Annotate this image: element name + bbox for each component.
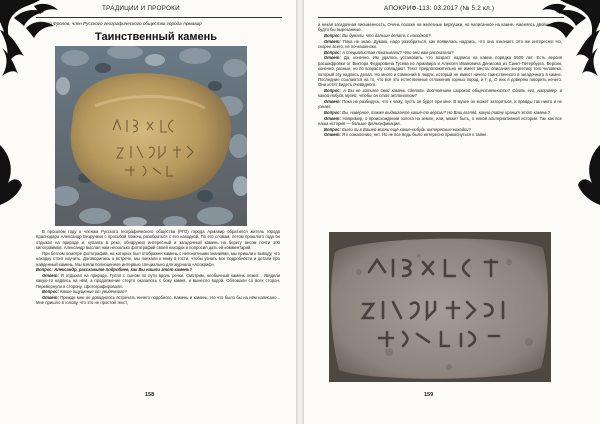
header-rule-right	[318, 17, 564, 18]
left-body-text	[36, 229, 280, 306]
inscription-photo-image	[329, 232, 551, 382]
page-number-left: 158	[145, 392, 155, 398]
question-text: Какое ощущение от увиденного?	[60, 289, 127, 295]
question-label: Вопрос:	[324, 33, 341, 39]
running-head-left: ТРАДИЦИИ И ПРОРОКИ	[102, 5, 180, 12]
answer-text: Пока не знаю. Думаю, надо разобраться, как появилась надпись, что она означает. Это же интересно! Но, скорее всего, не по-нашенски.	[318, 38, 562, 50]
answer-label: Ответ:	[324, 38, 341, 44]
left-ornament-side-icon	[0, 145, 24, 205]
question-text: Были ли в Вашей жизни ещё какие-нибудь интересные находки?	[342, 126, 471, 132]
question-text: Вопрос: Александр, расскажите подробнее, как Вы нашли этот камень?	[36, 267, 192, 273]
question-label: Вопрос:	[324, 126, 341, 132]
interview-answer-5	[318, 99, 562, 110]
right-body-text	[318, 22, 562, 138]
interview-question-4	[318, 50, 562, 55]
interview-question-3	[318, 33, 562, 38]
second-paragraph: При беглом осмотре фотографий, на которых был отображен камень с непонятными знаниями, мы пришли к выводу, что находку стоит изучить. Договорились о встрече, мы поехали к нему в гости, чтобы узнать все подробности и детали про найденный камень. Мы взяли полноценное интервью специально для журнала «Апокриф».	[36, 250, 280, 267]
answer-text: Например, о происхождении золота на земле, или, может быть, о некой альтернативной истории. Так как все наша история — больше фальсификация.	[318, 115, 562, 127]
answer-label: Ответ:	[324, 132, 341, 138]
question-text: А специалистам показывали? Что они вам рассказали?	[342, 49, 454, 55]
interview-question-2	[36, 289, 280, 294]
book-gutter	[296, 0, 304, 424]
left-page	[0, 0, 296, 424]
article-title: Таинственный камень	[95, 31, 217, 43]
question-label: Вопрос:	[324, 110, 341, 116]
interview-answer-7	[318, 132, 562, 137]
question-text: А Вы не хотите свой камень сделать достоянием широкой общественности? Сдать его, например, в какой-нибудь музей, чтобы он стал экспонатом?	[318, 87, 562, 99]
header-rule-left	[36, 17, 282, 18]
question-text: Вы, наверное, также выдвигаете какие-то версии? Но Ваш взгляд, какую тайну хранит этот камень?	[342, 110, 550, 116]
answer-label: Ответ:	[324, 99, 341, 105]
stone-photo-riverbank	[55, 46, 247, 226]
stone-photo-image	[55, 46, 247, 226]
running-head-right: АПОКРИФ-113: 03.2017 (№ 5.2 кл.)	[384, 5, 495, 12]
answer-label: Ответ:	[42, 272, 59, 278]
interview-question-6	[318, 110, 562, 115]
answer-text: Я отдыхал на природе. Гулял с сыном по пути вдоль речки. Смотрим, необычный камень лежит... Увидели какую-то надпись на нём, а продолжение стерто оказалось с боку камня, и вынесло водой. Обломали со всех сторон. Перевернули в сторону, сфотографировали.	[36, 272, 280, 289]
right-ornament-side-icon	[576, 145, 600, 205]
interview-answer-1	[36, 273, 280, 289]
interview-answer-4	[318, 55, 562, 87]
answer-text: Да, конечно. Им удалось установить, что возраст надписи на камне порядка 5500 лет. Есть версия расшифровки от Виктора Федоровича Гусева из Армавира и Алексея Ивановича Денисова из Санкт-Петербурга. Версии, конечно, разные, но по возрасту совпадают. Текст предположительно не имеет места: описания энергетику того человека, который эту надпись делал. Но много и сомнений в людях, который не имеют ничего таинственного в загадочного в камне. Последние ссылаются на то, что всё это естественные отложения горных пород, и т. д. О них я доверяю говорить нечего. Они хотят видеть очевидного.	[318, 55, 562, 88]
stone-inscription-closeup-photo	[329, 232, 551, 382]
answer-text: Прежде мне не доводилось встречать ничего подобного. Камень и камень. Но что было бы на нём написано... Мне пришло в голову, что это не простой текст,	[36, 294, 280, 306]
answer-label: Ответ:	[42, 294, 59, 300]
question-label: Вопрос:	[42, 289, 59, 295]
interview-question-7	[318, 127, 562, 132]
right-page	[304, 0, 600, 424]
intro-paragraph: В прошлом году к членам Русского географического общества (РГО) города Армавир обратился житель города Краснодара Александр Безручкин с просьбой помочь разобраться с его находкой. По его словам, летом прошлого года он отдыхал на природе и, купаясь в реке, обнаружил интересный и загадочный камень на берегу весом почти 100 килограммов. Александр выслал нам несколько фотографий своей находки и попросил дать ей комментарий.	[36, 229, 280, 251]
question-text: Вы думали, что дальше делать с находкой?	[342, 33, 431, 39]
answer-text: Пока не разбирусь, что к чему, пусть он будет при мне. В музее он может затеряться, и правды так никто и не узнает.	[318, 99, 562, 110]
answer-label: Ответ:	[324, 55, 341, 61]
interview-question-1	[36, 267, 280, 272]
page-number-right: 159	[424, 392, 434, 398]
article-byline: Сергей Фролов, член Русского географического общества города Армавир	[36, 21, 202, 26]
interview-answer-3	[318, 39, 562, 50]
question-label: Вопрос:	[324, 49, 341, 55]
interview-question-5	[318, 88, 562, 99]
answer-label: Ответ:	[324, 115, 341, 121]
continuation-paragraph: а некая загадочная письменность. Очень похоже на железные верхушки, но написанное на камне. Аменяясь двойные, как будто бы вырезанные.	[318, 22, 562, 33]
interview-answer-6	[318, 116, 562, 127]
question-label: Вопрос:	[324, 87, 341, 93]
answer-text: Я к сожалению, нет. Но не все ведь было интересно прикоснуться к тайне.	[342, 132, 488, 138]
interview-answer-2	[36, 295, 280, 306]
